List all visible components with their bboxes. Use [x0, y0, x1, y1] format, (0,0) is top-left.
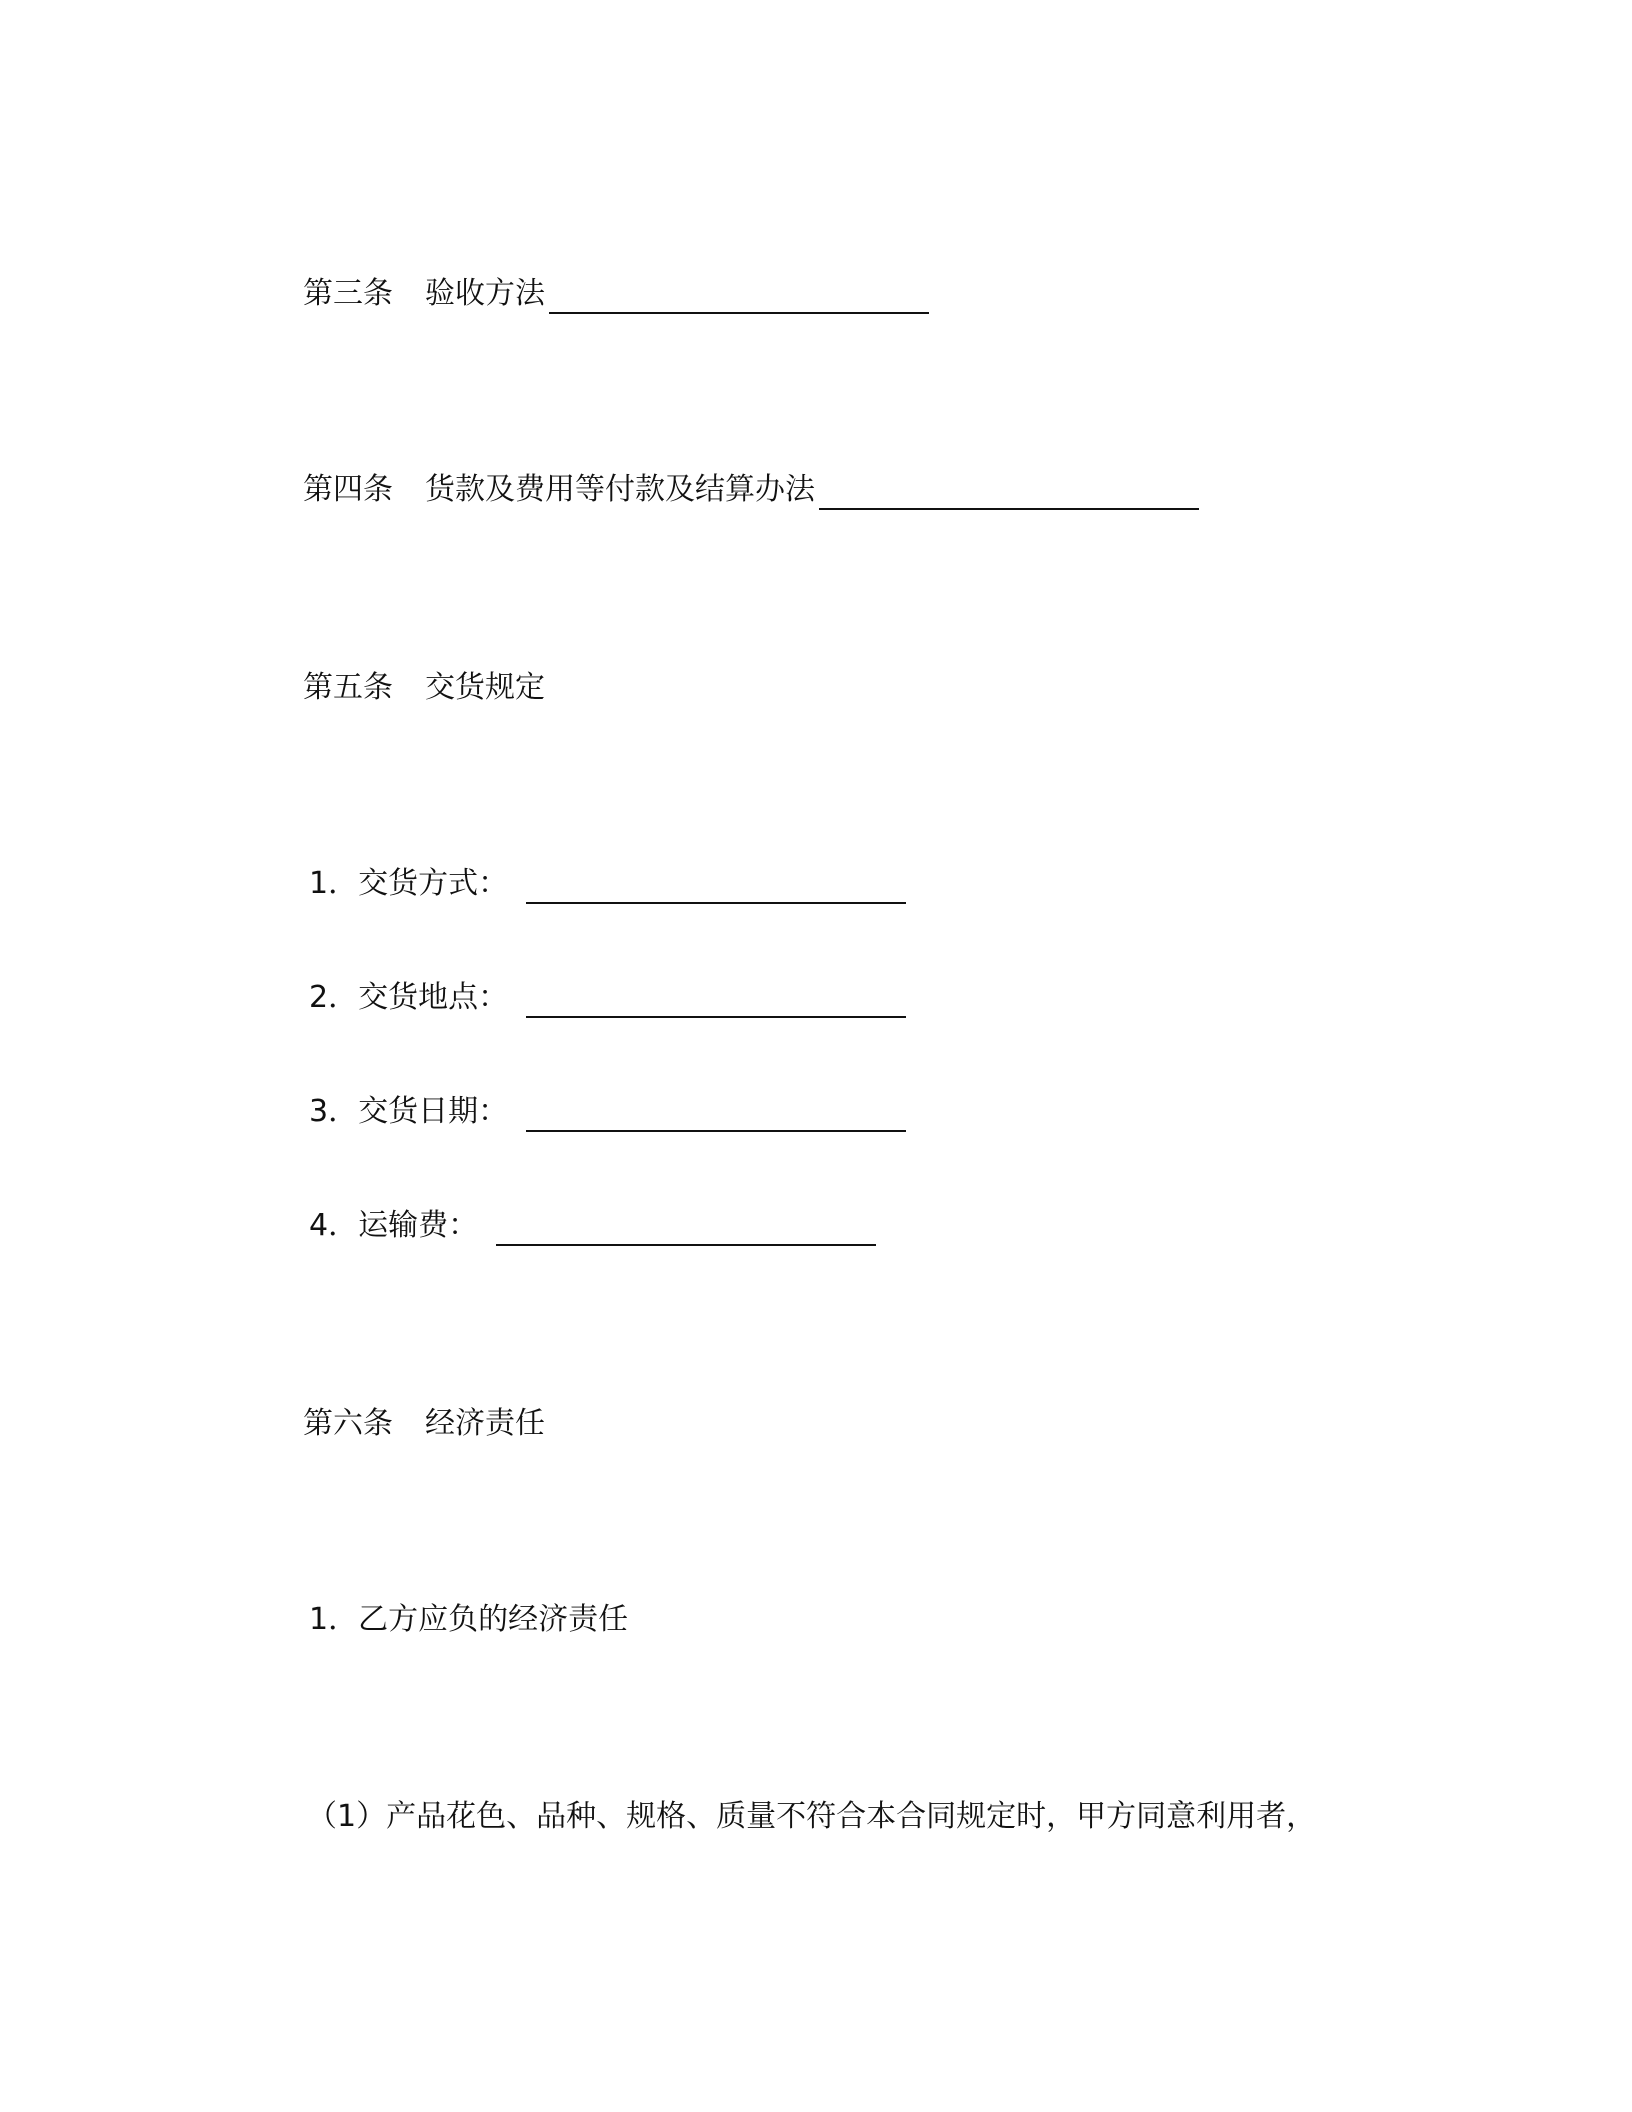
article-3-title: 验收方法 — [425, 276, 545, 311]
item-number: 4． — [309, 1208, 359, 1243]
transport-fee-field[interactable] — [496, 1210, 876, 1246]
item-label: 运输费： — [358, 1208, 479, 1243]
article-5-label: 第五条 — [303, 670, 393, 705]
delivery-date-field[interactable] — [526, 1096, 906, 1132]
item-label: 交货地点： — [358, 980, 509, 1015]
delivery-method-item — [303, 864, 906, 904]
item-label: 交货方式： — [358, 866, 509, 901]
item-label: 交货日期： — [358, 1094, 509, 1129]
item-label: 乙方应负的经济责任 — [358, 1602, 629, 1637]
article-4-blank-field[interactable] — [819, 474, 1199, 510]
delivery-method-field[interactable] — [526, 868, 906, 904]
clause-1-body: （1）产品花色、品种、规格、质量不符合本合同规定时，甲方同意利用者， — [307, 1799, 1317, 1834]
article-4-label: 第四条 — [303, 472, 393, 507]
item-number: 3． — [309, 1094, 359, 1129]
item-number: 1． — [309, 866, 359, 901]
delivery-place-field[interactable] — [526, 982, 906, 1018]
article-5-title: 交货规定 — [425, 670, 545, 705]
article-5-heading — [303, 668, 545, 708]
clause-1-text — [307, 1797, 1316, 1837]
delivery-date-item — [303, 1092, 906, 1132]
article-4-title: 货款及费用等付款及结算办法 — [425, 472, 815, 507]
party-b-liability-heading — [303, 1600, 628, 1640]
article-3-blank-field[interactable] — [549, 278, 929, 314]
delivery-place-item — [303, 978, 906, 1018]
article-3-label: 第三条 — [303, 276, 393, 311]
item-number: 2． — [309, 980, 359, 1015]
article-6-heading — [303, 1404, 545, 1444]
article-6-title: 经济责任 — [425, 1406, 545, 1441]
article-4-heading — [303, 470, 1199, 510]
article-3-heading — [303, 274, 929, 314]
transport-fee-item — [303, 1206, 876, 1246]
article-6-label: 第六条 — [303, 1406, 393, 1441]
item-number: 1． — [309, 1602, 359, 1637]
